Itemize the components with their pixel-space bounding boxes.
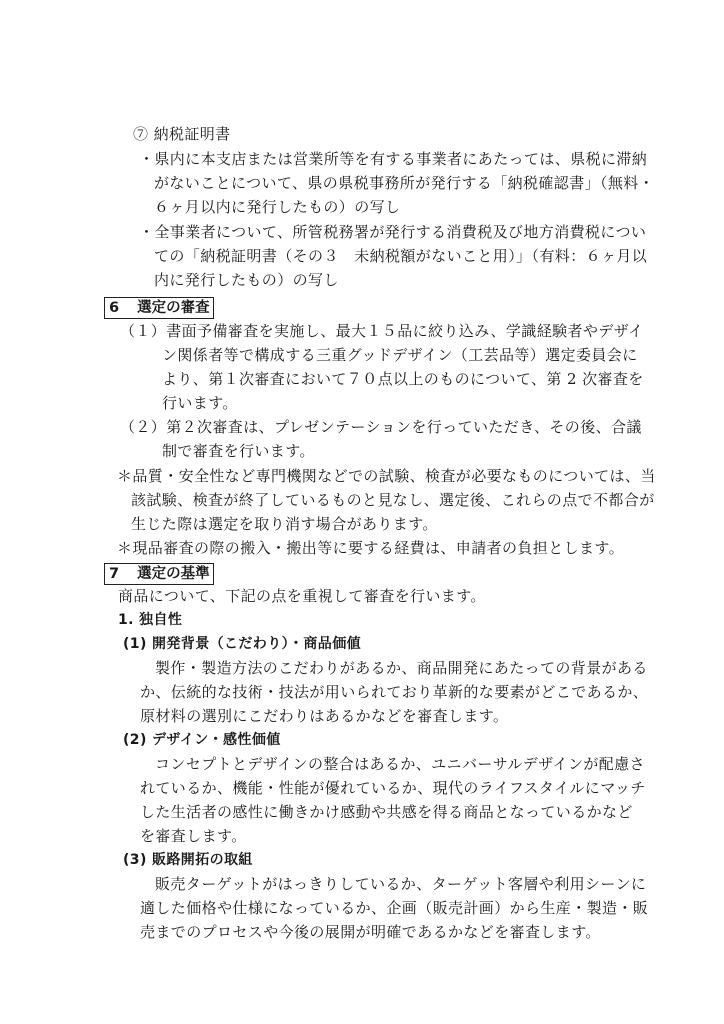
section7-intro: 商品について、下記の点を重視して審査を行います。 xyxy=(118,587,486,605)
sub3-line1: 販売ターゲットがはっきりしているか、ターゲット客層や利用シーンに xyxy=(155,875,647,893)
section6-note1-line1: ＊品質・安全性など専門機関などでの試験、検査が必要なものについては、当 xyxy=(117,467,656,485)
tax-bullet2-line1: ・全事業者について、所管税務署が発行する消費税及び地方消費税につい xyxy=(139,223,647,241)
sub2-line2: れているか、機能・性能が優れているか、現代のライフスタイルにマッチ xyxy=(140,779,646,797)
sub2-line4: を審査します。 xyxy=(140,827,247,845)
section6-title: 選定の審査 xyxy=(137,300,210,316)
section6-note1-line2: 該試験、検査が終了しているものと見なし、選定後、これらの点で不都合が xyxy=(131,491,655,509)
section7-number: 7 xyxy=(109,566,120,582)
section6-note2: ＊現品審査の際の搬入・搬出等に要する経費は、申請者の負担とします。 xyxy=(117,539,625,557)
sub1-title: (1) 開発背景（こだわり）・商品価値 xyxy=(123,636,362,652)
section6-item1-line3: より、第１次審査において７０点以上のものについて、第 2 次審査を xyxy=(162,370,644,388)
criterion1-title: 1. 独自性 xyxy=(118,612,183,628)
section6-item1-line2: ン関係者等で構成する三重グッドデザイン（工芸品等）選定委員会に xyxy=(162,346,638,364)
tax-certificate-title: ⑦ 納税証明書 xyxy=(133,125,231,143)
sub1-line2: か、伝統的な技術・技法が用いられており革新的な要素がどこであるか、 xyxy=(140,683,649,701)
section6-item2-line2: 制で審査を行います。 xyxy=(162,442,315,460)
section6-heading xyxy=(104,297,214,319)
sub3-line3: 売までのプロセスや今後の展開が明確であるかなどを審査します。 xyxy=(140,923,601,941)
sub3-title: (3) 販路開拓の取組 xyxy=(123,852,253,868)
sub1-line1: 製作・製造方法のこだわりがあるか、商品開発にあたっての背景がある xyxy=(155,659,648,677)
sub2-line3: した生活者の感性に働きかけ感動や共感を得る商品となっているかなど xyxy=(140,803,633,821)
tax-bullet1-line3: ６ヶ月以内に発行したもの）の写し xyxy=(154,198,401,216)
section7-heading xyxy=(104,563,214,585)
tax-bullet1-line1: ・県内に本支店または営業所等を有する事業者にあたっては、県税に滞納 xyxy=(139,150,648,168)
tax-bullet2-line3: 内に発行したもの）の写し xyxy=(154,271,339,289)
section6-note1-line3: 生じた際は選定を取り消す場合があります。 xyxy=(131,515,438,533)
sub3-line2: 適した価格や仕様になっているか、企画（販売計画）から生産・製造・販 xyxy=(140,899,649,917)
section6-number: 6 xyxy=(109,300,120,316)
sub2-title: (2) デザイン・感性価値 xyxy=(123,732,281,748)
sub2-line1: コンセプトとデザインの整合はあるか、ユニバーサルデザインが配慮さ xyxy=(155,755,645,773)
section6-item1-line4: 行います。 xyxy=(162,394,238,412)
section6-item1-line1: （１）書面予備審査を実施し、最大１５品に絞り込み、学識経験者やデザイ xyxy=(120,322,644,340)
tax-bullet1-line2: がないことについて、県の県税事務所が発行する「納税確認書」（無料・ xyxy=(154,174,655,192)
section7-title: 選定の基準 xyxy=(137,566,210,582)
section6-item2-line1: （２）第２次審査は、プレゼンテーションを行っていただき、その後、合議 xyxy=(120,418,642,436)
tax-bullet2-line2: ての「納税証明書（その３ 未納税額がないこと用）」（有料：６ヶ月以 xyxy=(154,247,648,265)
sub1-line3: 原材料の選別にこだわりはあるかなどを審査します。 xyxy=(140,707,509,725)
